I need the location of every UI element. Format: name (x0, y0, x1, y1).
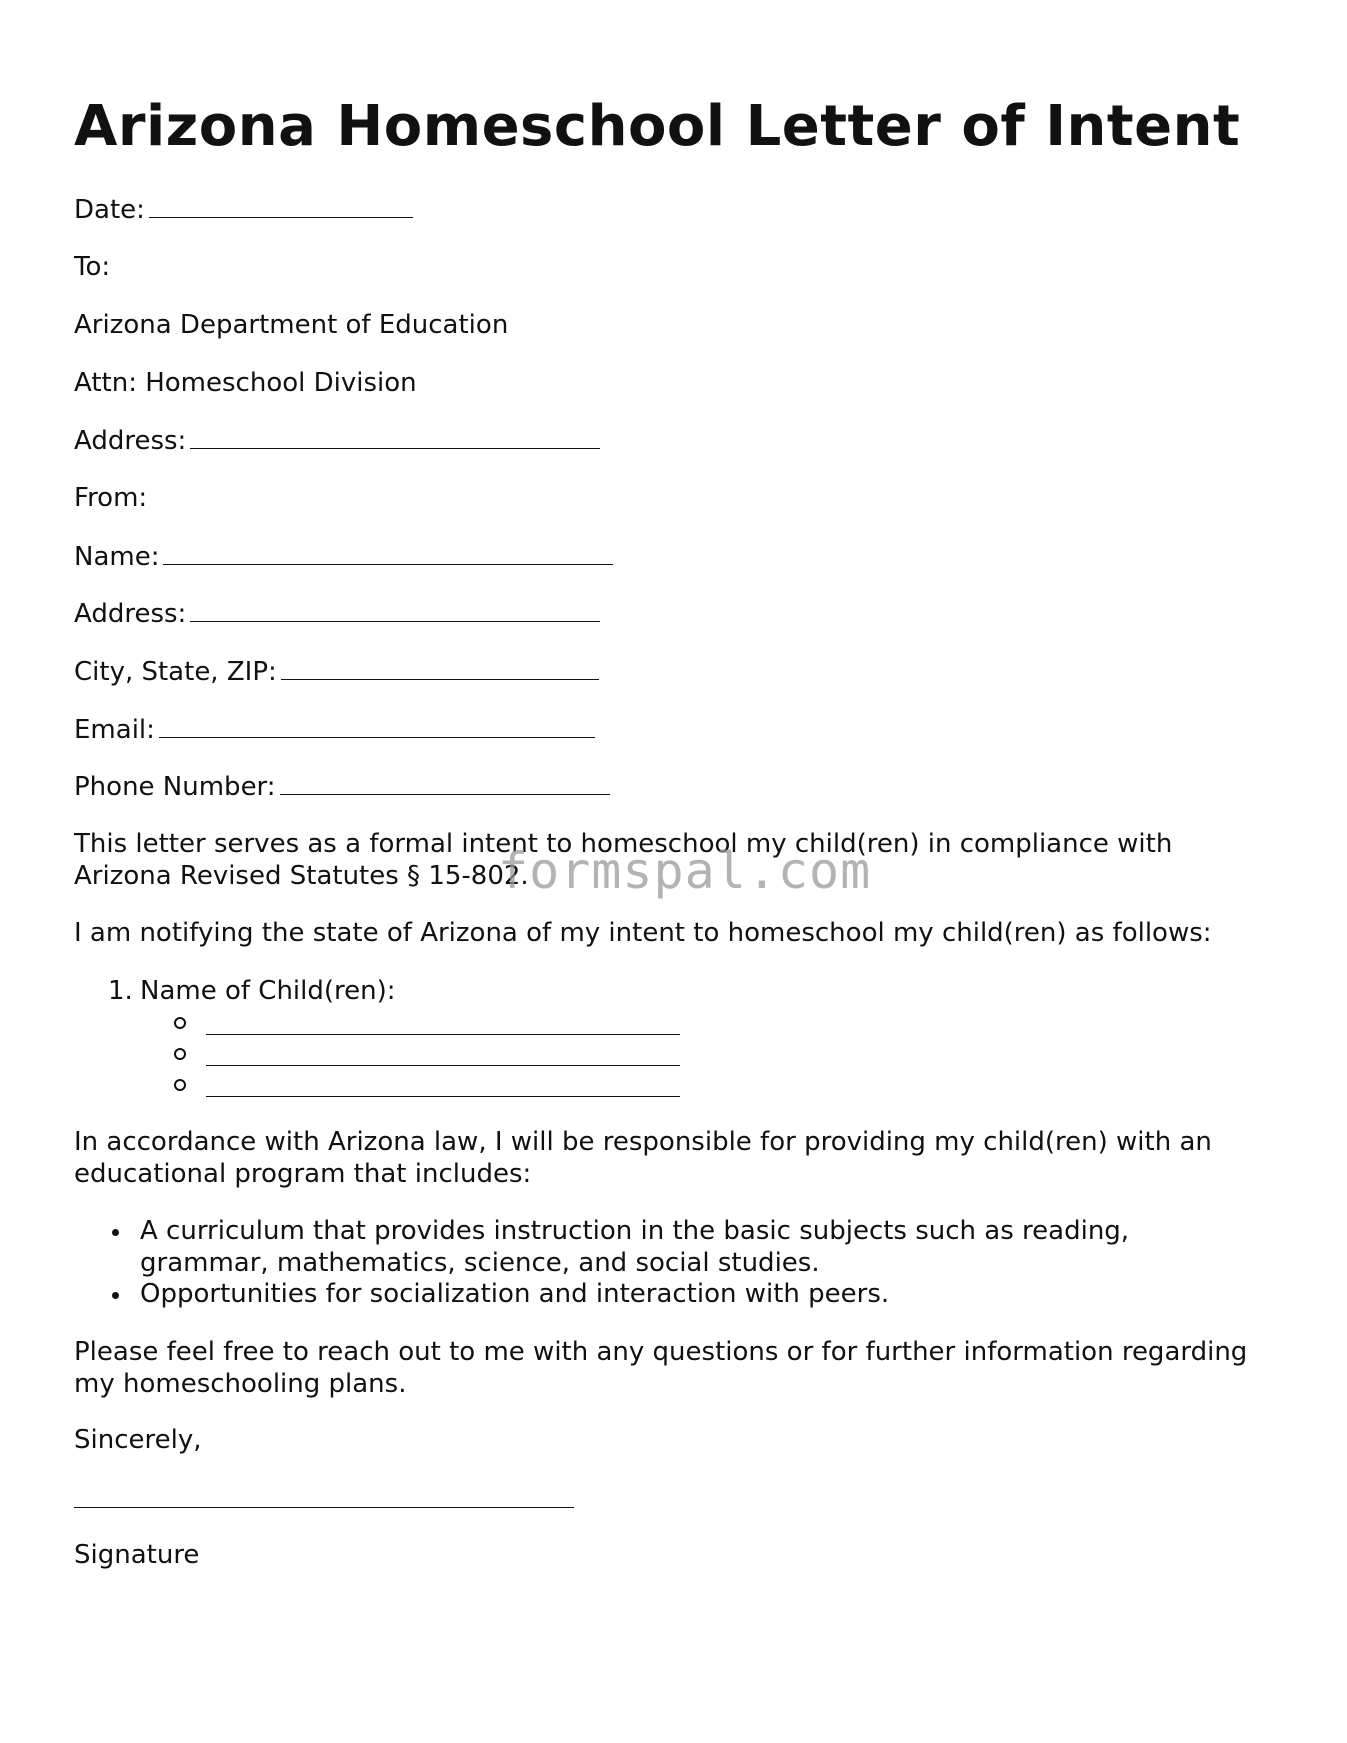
circle-bullet-icon (174, 1048, 186, 1060)
recipient-address-field (74, 424, 600, 457)
city-state-zip-label: City, State, ZIP: (74, 657, 277, 687)
name-blank[interactable] (163, 540, 613, 565)
name-field (74, 540, 613, 573)
child-name-blank-3[interactable] (206, 1094, 680, 1097)
phone-blank[interactable] (280, 770, 610, 795)
program-statement: In accordance with Arizona law, I will be responsible for providing my child(ren) with an educational program that includes: (74, 1127, 1212, 1189)
from-label: From: (74, 483, 148, 513)
children-list-label: Name of Child(ren): (140, 976, 396, 1006)
notify-statement: I am notifying the state of Arizona of my intent to homeschool my child(ren) as follows: (74, 918, 1212, 948)
closing-statement: Please feel free to reach out to me with any questions or for further information regarding my homeschooling plans. (74, 1337, 1248, 1399)
date-label: Date: (74, 195, 145, 225)
bullet-dot-icon (112, 1292, 119, 1299)
signature-label: Signature (74, 1540, 200, 1570)
date-blank[interactable] (149, 193, 413, 218)
program-item-1: A curriculum that provides instruction in the basic subjects such as reading, grammar, mathematics, science, and social studies. (140, 1216, 1130, 1278)
sign-off: Sincerely, (74, 1425, 202, 1455)
email-blank[interactable] (159, 713, 595, 738)
page-title: Arizona Homeschool Letter of Intent (74, 94, 1241, 159)
email-label: Email: (74, 715, 155, 745)
recipient-address-label: Address: (74, 426, 187, 456)
intent-statement: This letter serves as a formal intent to homeschool my child(ren) in compliance with Arizona Revised Statutes § 15-802. (74, 829, 1173, 891)
to-label: To: (74, 252, 111, 282)
name-label: Name: (74, 542, 160, 572)
email-field (74, 713, 595, 746)
circle-bullet-icon (174, 1079, 186, 1091)
program-item-2: Opportunities for socialization and interaction with peers. (140, 1279, 890, 1309)
recipient-org: Arizona Department of Education (74, 310, 509, 340)
child-name-blank-1[interactable] (206, 1032, 680, 1035)
children-list-number: 1. (108, 976, 133, 1006)
recipient-attn: Attn: Homeschool Division (74, 368, 417, 398)
city-state-zip-blank[interactable] (281, 655, 599, 680)
phone-field (74, 770, 610, 803)
city-state-zip-field (74, 655, 599, 688)
circle-bullet-icon (174, 1017, 186, 1029)
sender-address-field (74, 597, 600, 630)
recipient-address-blank[interactable] (190, 424, 600, 449)
signature-line[interactable] (74, 1507, 574, 1508)
sender-address-label: Address: (74, 599, 187, 629)
sender-address-blank[interactable] (190, 597, 600, 622)
bullet-dot-icon (112, 1229, 119, 1236)
watermark: formspal.com (498, 842, 872, 900)
phone-label: Phone Number: (74, 772, 276, 802)
date-field (74, 193, 413, 226)
child-name-blank-2[interactable] (206, 1063, 680, 1066)
